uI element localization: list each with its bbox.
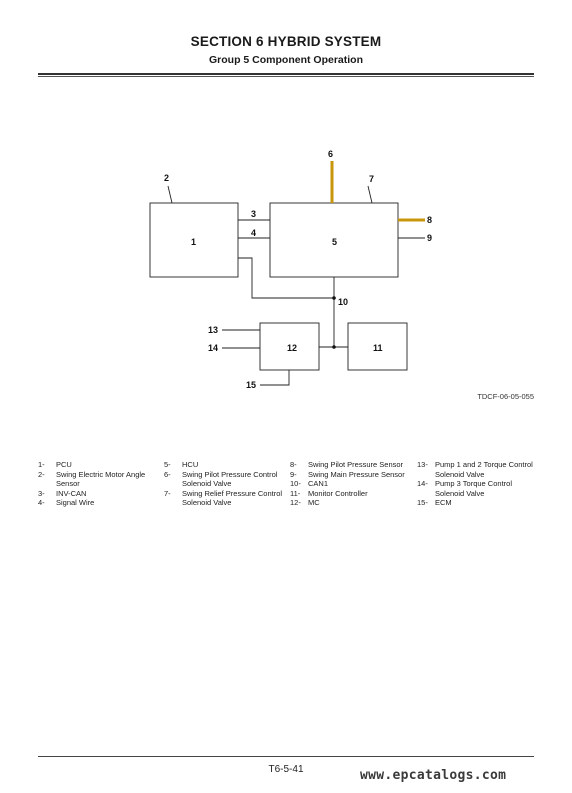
legend-text: Monitor Controller [308, 488, 368, 498]
legend-item [164, 489, 284, 508]
legend-item [417, 498, 535, 508]
legend-text: Swing Relief Pressure Control Solenoid Valve [182, 488, 283, 508]
junction-dot [332, 296, 336, 300]
legend-num: 4- [38, 498, 45, 508]
legend-text: PCU [56, 460, 72, 469]
section-title: SECTION 6 HYBRID SYSTEM [190, 34, 382, 49]
callout-13: 13 [208, 325, 219, 335]
legend-item [417, 479, 535, 498]
legend-num: 7- [164, 488, 171, 498]
junction-dot [332, 345, 336, 349]
legend-text: Swing Pilot Pressure Sensor [308, 460, 404, 469]
footer-rule [38, 756, 534, 757]
block-label-5: 5 [332, 237, 338, 247]
legend-text: Swing Main Pressure Sensor [308, 469, 405, 479]
legend-text: Swing Pilot Pressure Control Solenoid Valve [182, 469, 278, 489]
callout-9: 9 [427, 233, 433, 243]
legend-num: 8- [290, 460, 297, 469]
legend-num: 14- [417, 479, 428, 489]
legend-item [38, 460, 158, 470]
legend-item [290, 460, 412, 470]
page-number: T6-5-41 [268, 764, 304, 775]
legend-text: CAN1 [308, 479, 329, 489]
legend-item [290, 479, 412, 489]
figure-id: TDCF-06-05-055 [477, 392, 534, 401]
legend-column-3 [290, 460, 412, 508]
legend-text: ECM [435, 498, 452, 508]
line-15 [260, 370, 289, 385]
callout-7: 7 [369, 174, 375, 184]
legend-item [417, 460, 535, 479]
block-label-11: 11 [373, 343, 383, 353]
leader-2 [168, 186, 172, 203]
callout-6: 6 [328, 149, 334, 159]
legend-item [38, 498, 158, 508]
legend-column-2 [164, 460, 284, 508]
legend-text: Swing Electric Motor Angle Sensor [56, 469, 146, 489]
callout-8: 8 [427, 215, 433, 225]
leader-7 [368, 186, 372, 203]
line-can1-from-pcu [238, 258, 334, 298]
legend-num: 13- [417, 460, 428, 469]
legend-text: HCU [182, 460, 199, 469]
legend-num: 1- [38, 460, 45, 469]
legend-num: 5- [164, 460, 171, 469]
legend-item [290, 489, 412, 499]
legend-num: 12- [290, 498, 301, 508]
legend-num: 9- [290, 469, 297, 479]
callout-10: 10 [338, 297, 349, 307]
legend-num: 15- [417, 498, 428, 508]
legend-column-4 [417, 460, 535, 508]
callout-15: 15 [246, 380, 257, 390]
legend-item [164, 470, 284, 489]
legend-text: MC [308, 498, 320, 508]
callout-4: 4 [251, 228, 257, 238]
legend-num: 11- [290, 488, 301, 498]
block-label-1: 1 [191, 237, 197, 247]
legend-text: Pump 1 and 2 Torque Control Solenoid Valve [435, 460, 533, 479]
block-label-12: 12 [287, 343, 298, 353]
group-title: Group 5 Component Operation [209, 54, 363, 66]
legend-item [290, 498, 412, 508]
legend-column-1 [38, 460, 158, 508]
legend-item [38, 470, 158, 489]
watermark-link[interactable]: www.epcatalogs.com [360, 768, 507, 783]
legend-num: 10- [290, 479, 301, 489]
callout-3: 3 [251, 209, 257, 219]
legend-num: 6- [164, 469, 171, 479]
legend-text: Signal Wire [56, 498, 95, 508]
legend-text: INV-CAN [56, 488, 87, 498]
legend-item [38, 489, 158, 499]
callout-2: 2 [164, 173, 170, 183]
legend-num: 2- [38, 469, 45, 479]
legend-num: 3- [38, 488, 45, 498]
legend-item [164, 460, 284, 470]
legend-text: Pump 3 Torque Control Solenoid Valve [435, 479, 512, 498]
callout-14: 14 [208, 343, 219, 353]
legend-item [290, 470, 412, 480]
